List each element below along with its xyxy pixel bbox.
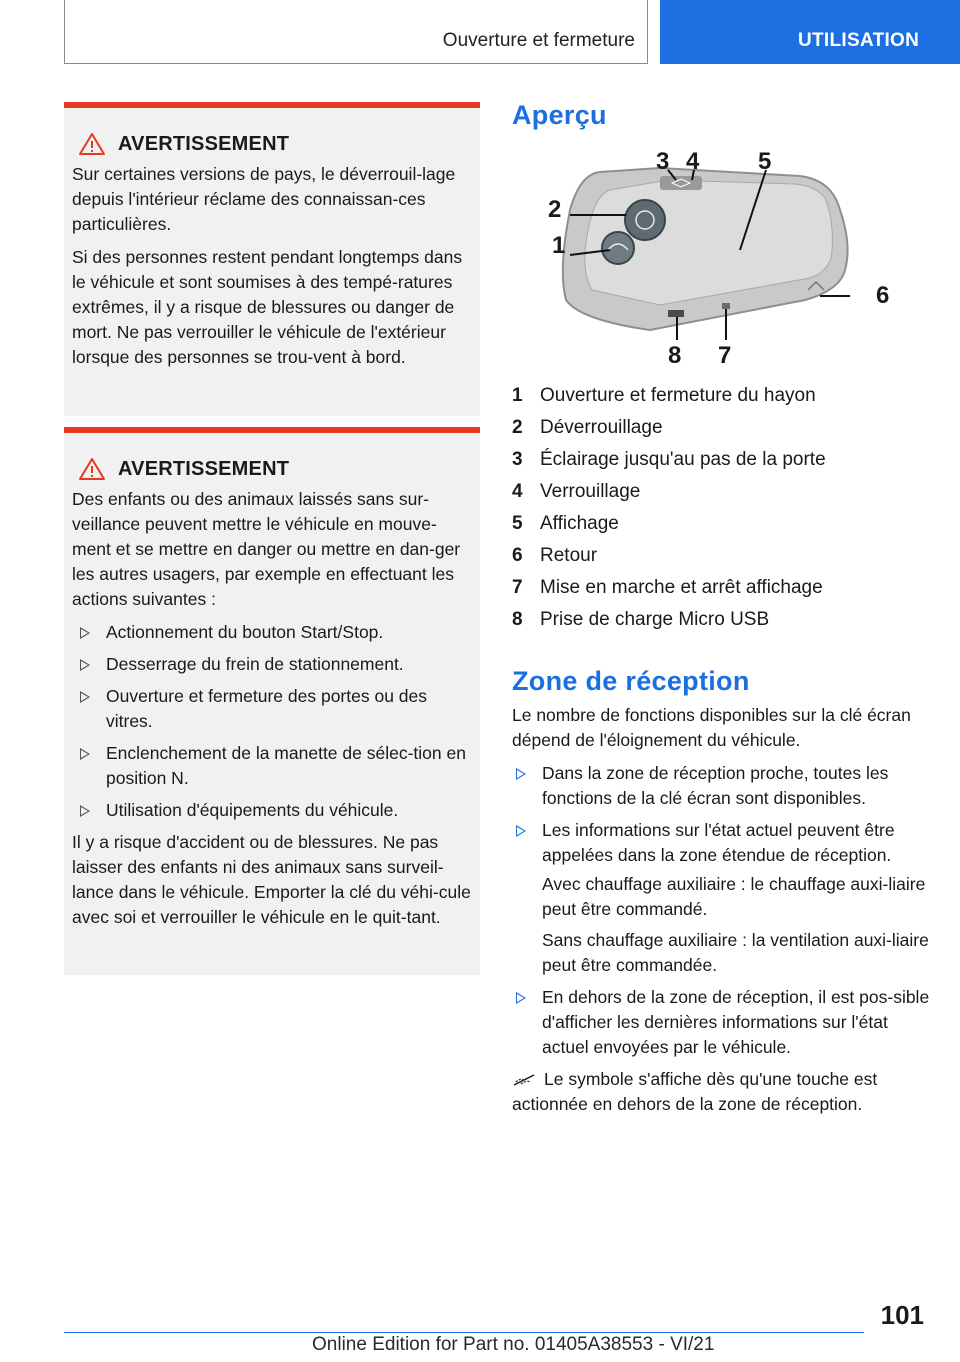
triangle-bullet-icon	[80, 748, 90, 760]
list-item: Enclenchement de la manette de sélec-tion en position N.	[72, 741, 472, 791]
list-item: Desserrage du frein de stationnement.	[72, 652, 472, 677]
header-chapter-tab[interactable]	[660, 0, 960, 64]
footer-divider	[64, 1332, 864, 1333]
no-signal-icon	[512, 1073, 536, 1087]
figure-label-8: 8	[668, 342, 682, 369]
overview-title: Aperçu	[512, 100, 607, 130]
legend-item: 4 Verrouillage	[512, 481, 641, 502]
triangle-bullet-icon	[516, 992, 526, 1004]
legend-item: 8 Prise de charge Micro USB	[512, 609, 770, 630]
display-key-illustration	[540, 150, 850, 372]
figure-label-4: 4	[686, 148, 700, 175]
warning-box-unlock	[64, 102, 480, 416]
triangle-bullet-icon	[80, 691, 90, 703]
triangle-bullet-icon	[80, 627, 90, 639]
legend-item: 7 Mise en marche et arrêt affichage	[512, 577, 823, 598]
reception-zone-title: Zone de réception	[512, 666, 750, 696]
figure-label-6: 6	[876, 282, 890, 309]
warning-action-list	[72, 620, 472, 823]
legend-item: 6 Retour	[512, 545, 598, 566]
header-chapter-label: UTILISATION	[798, 30, 920, 51]
list-item: Actionnement du bouton Start/Stop.	[72, 620, 472, 645]
warning-title: AVERTISSEMENT	[118, 457, 290, 480]
figure-label-1: 1	[552, 232, 566, 259]
triangle-bullet-icon	[516, 768, 526, 780]
legend-item: 1 Ouverture et fermeture du hayon	[512, 385, 816, 406]
triangle-bullet-icon	[80, 659, 90, 671]
figure-label-3: 3	[656, 148, 670, 175]
list-item: Ouverture et fermeture des portes ou des vitres.	[72, 684, 472, 734]
overview-section	[512, 100, 932, 131]
warning-intro: Des enfants ou des animaux laissés sans sur-veillance peuvent mettre le véhicule en mouve-ment et se mettre en danger ou mettre en dan-ger les autres usagers, par exemple en effectuant les actions suivantes :	[72, 489, 461, 609]
overview-legend	[512, 380, 932, 636]
triangle-bullet-icon	[516, 825, 526, 837]
legend-item: 2 Déverrouillage	[512, 417, 663, 438]
figure-label-2: 2	[548, 196, 562, 223]
page-number: 101	[880, 1300, 924, 1330]
list-item: Utilisation d'équipements du véhicule.	[72, 798, 472, 823]
reception-zone-list	[512, 761, 932, 1060]
warning-box-children	[64, 427, 480, 975]
figure-label-7: 7	[718, 342, 732, 369]
warning-triangle-icon	[78, 457, 106, 481]
figure-label-5: 5	[758, 148, 772, 175]
warning-header	[72, 457, 472, 481]
sub-paragraph: Sans chauffage auxiliaire : la ventilation auxi-liaire peut être commandée.	[542, 930, 929, 975]
list-item: Dans la zone de réception proche, toutes les fonctions de la clé écran sont disponibles.	[512, 761, 932, 811]
edition-footer: Online Edition for Part no. 01405A38553 - VI/21	[312, 1334, 715, 1355]
list-item: En dehors de la zone de réception, il est pos-sible d'afficher les dernières informations sur l'état actuel envoyées par le véhicule.	[512, 985, 932, 1060]
header-section-title: Ouverture et fermeture	[442, 30, 635, 51]
warning-paragraph: Si des personnes restent pendant longtemps dans le véhicule et sont soumises à des tempé-ratures extrêmes, il y a risque de blessures ou danger de mort. Ne pas verrouiller le véhicule de l'extérieur lorsque des personnes se trou-vent à bord.	[72, 247, 463, 367]
warning-paragraph: Sur certaines versions de pays, le déverrouil-lage depuis l'intérieur réclame des connaissan-ces particulières.	[72, 164, 456, 234]
symbol-note: Le symbole s'affiche dès qu'une touche est actionnée en dehors de la zone de réception.	[512, 1069, 878, 1114]
warning-title: AVERTISSEMENT	[118, 132, 290, 155]
list-item: Les informations sur l'état actuel peuvent être appelées dans la zone étendue de réception. Avec chauffage auxiliaire : le chauffage auxi-liaire peut être commandé. Sans chauffage auxiliaire : la ventilation auxi-liaire peut être commandée.	[512, 818, 932, 978]
sub-paragraph: Avec chauffage auxiliaire : le chauffage auxi-liaire peut être commandé.	[542, 874, 926, 919]
reception-zone-section	[512, 666, 932, 1125]
legend-item: 5 Affichage	[512, 513, 619, 534]
header-section-box	[64, 0, 648, 64]
warning-outro: Il y a risque d'accident ou de blessures. Ne pas laisser des enfants ni des animaux sans surveil-lance dans le véhicule. Emporter la clé du véhi-cule avec soi et verrouiller le véhicule en le quit-tant.	[72, 832, 471, 927]
reception-zone-intro: Le nombre de fonctions disponibles sur la clé écran dépend de l'éloignement du véhicule.	[512, 705, 911, 750]
legend-item: 3 Éclairage jusqu'au pas de la porte	[512, 449, 826, 470]
warning-header	[72, 132, 472, 156]
triangle-bullet-icon	[80, 805, 90, 817]
warning-triangle-icon	[78, 132, 106, 156]
